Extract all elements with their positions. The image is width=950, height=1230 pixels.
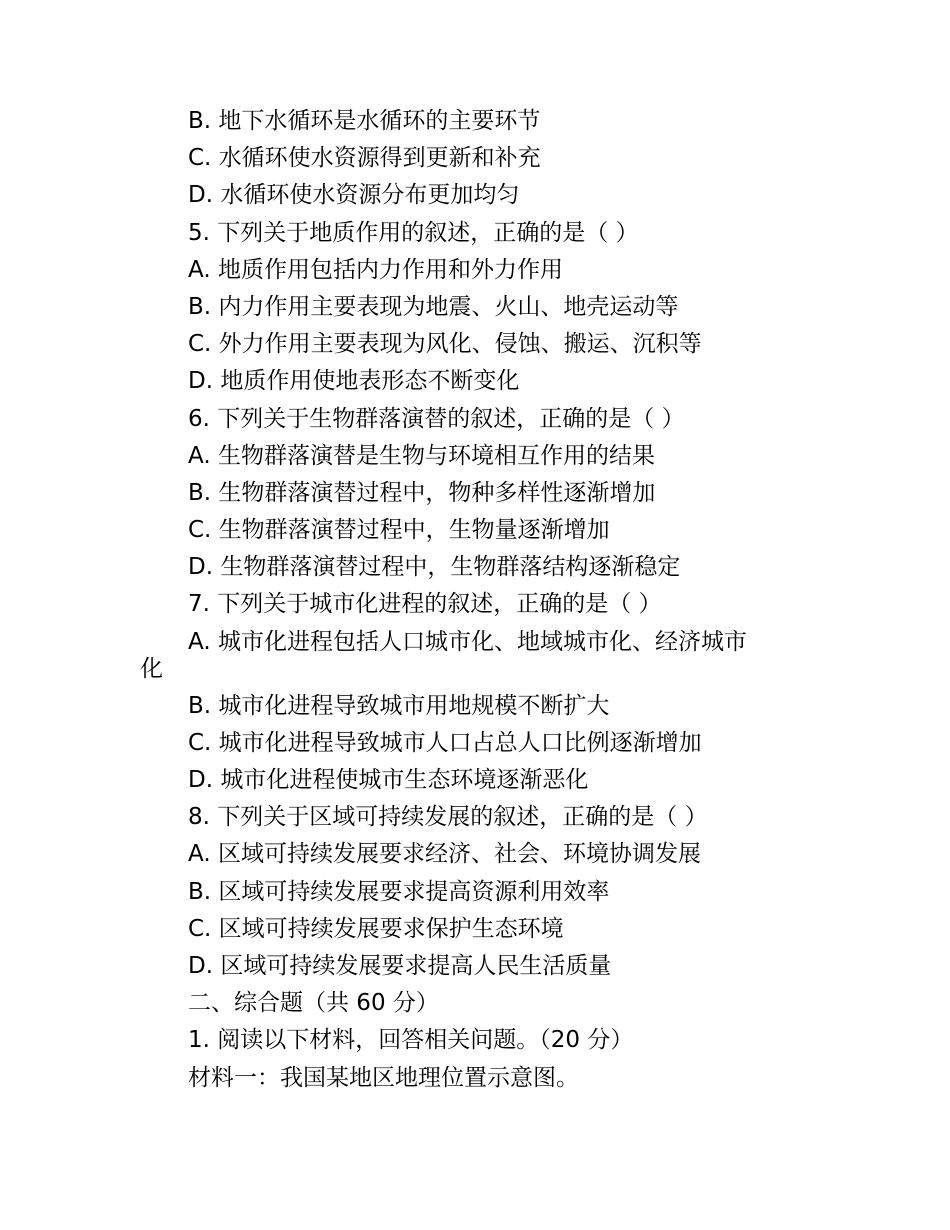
question-line: 6. 下列关于生物群落演替的叙述，正确的是（ ） (188, 405, 685, 432)
option-line: A. 区域可持续发展要求经济、社会、环境协调发展 (188, 841, 701, 868)
option-line: B. 城市化进程导致城市用地规模不断扩大 (188, 692, 610, 719)
option-line: C. 外力作用主要表现为风化、侵蚀、搬运、沉积等 (188, 331, 702, 358)
option-line: C. 城市化进程导致城市人口占总人口比例逐渐增加 (188, 729, 702, 756)
option-line: C. 生物群落演替过程中，生物量逐渐增加 (188, 517, 610, 544)
option-line: B. 区域可持续发展要求提高资源利用效率 (188, 878, 610, 905)
option-line: B. 地下水循环是水循环的主要环节 (188, 108, 541, 134)
option-line: D. 城市化进程使城市生态环境逐渐恶化 (188, 767, 589, 793)
option-line: A. 生物群落演替是生物与环境相互作用的结果 (188, 442, 655, 469)
option-line: C. 水循环使水资源得到更新和补充 (188, 145, 541, 172)
option-line: D. 地质作用使地表形态不断变化 (188, 368, 520, 395)
option-line: A. 地质作用包括内力作用和外力作用 (188, 256, 563, 283)
question-line: 8. 下列关于区域可持续发展的叙述，正确的是（ ） (188, 804, 708, 831)
option-line: A. 城市化进程包括人口城市化、地域城市化、经济城市 (188, 628, 747, 655)
option-line-continuation: 化 (140, 655, 163, 682)
option-line: D. 生物群落演替过程中，生物群落结构逐渐稳定 (188, 554, 681, 581)
document-body (140, 103, 808, 1097)
question-line: 5. 下列关于地质作用的叙述，正确的是（ ） (188, 219, 639, 246)
option-line: D. 区域可持续发展要求提高人民生活质量 (188, 952, 612, 979)
question-line: 7. 下列关于城市化进程的叙述，正确的是（ ） (188, 591, 662, 618)
section-heading: 二、综合题（共 60 分） (188, 990, 439, 1017)
option-line: D. 水循环使水资源分布更加均匀 (188, 182, 520, 209)
option-line: B. 内力作用主要表现为地震、火山、地壳运动等 (188, 293, 679, 320)
question-line: 1. 阅读以下材料，回答相关问题。（20 分） (188, 1027, 634, 1054)
option-line: C. 区域可持续发展要求保护生态环境 (188, 915, 564, 942)
option-line: B. 生物群落演替过程中，物种多样性逐渐增加 (188, 479, 656, 506)
material-line: 材料一：我国某地区地理位置示意图。 (188, 1064, 579, 1091)
